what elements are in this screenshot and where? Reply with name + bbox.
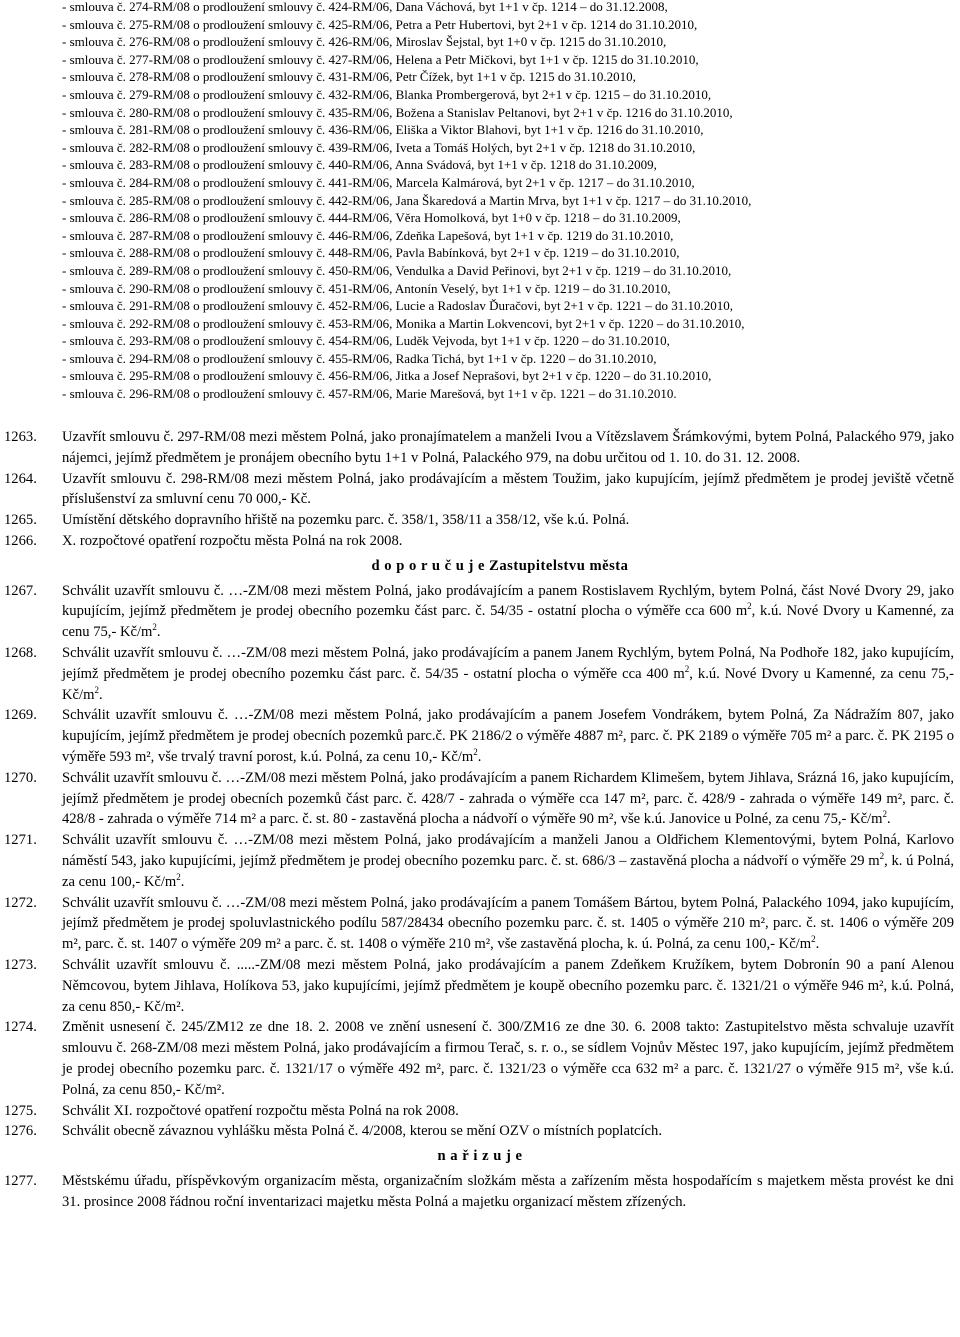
list-item: - smlouva č. 286-RM/08 o prodloužení smlouvy č. 444-RM/06, Věra Homolková, byt 1+0 v čp. 1218 – do 31.10.2009, xyxy=(62,210,681,226)
item-text: Uzavřít smlouvu č. 297-RM/08 mezi městem Polná, jako pronajímatelem a manželi Ivou a Vítězslavem Šrámkovými, bytem Polná, Palackého 979, jako nájemci, jejímž předmětem je pronájem obecního bytu 1+1 v Polná, Palackého 979, na dobu určitou od 1. 10. do 31. 12. 2008. xyxy=(62,429,954,466)
resolution-item xyxy=(0,581,960,643)
item-text: Schválit uzavřít smlouvu č. …-ZM/08 mezi městem Polná, jako prodávajícím a panem Rostislavem Rychlým, bytem Polná, část Nové Dvory 29, jako kupujícím, jejímž předmětem je prodej obecního pozemku část parc. č. 54/35 - ostatní plocha o výměře cca 600 $m^2$, k.ú. Nové Dvory u Kamenné, za cenu 75,- $Kč/m^2$. xyxy=(62,582,954,641)
list-item: - smlouva č. 282-RM/08 o prodloužení smlouvy č. 439-RM/06, Iveta a Tomáš Holých, byt 2+1 v čp. 1218 do 31.10.2010, xyxy=(62,139,696,155)
item-number: 1275. xyxy=(4,1102,37,1119)
list-item: - smlouva č. 291-RM/08 o prodloužení smlouvy č. 452-RM/06, Lucie a Radoslav Ďuračovi, byt 2+1 v čp. 1221 – do 31.10.2010, xyxy=(62,298,733,314)
item-number: 1264. xyxy=(4,470,37,487)
item-number: 1268. xyxy=(4,644,37,661)
list-item: - smlouva č. 275-RM/08 o prodloužení smlouvy č. 425-RM/06, Petra a Petr Hubertovi, byt 2+1 v čp. 1214 do 31.10.2010, xyxy=(62,16,698,32)
list-item: - smlouva č. 285-RM/08 o prodloužení smlouvy č. 442-RM/06, Jana Škaredová a Martin Mrva, byt 1+1 v čp. 1217 – do 31.10.2010, xyxy=(62,192,752,208)
resolution-item xyxy=(0,768,960,830)
resolution-item xyxy=(0,427,960,469)
resolution-item xyxy=(0,1101,960,1122)
resolution-item xyxy=(0,469,960,511)
list-item: - smlouva č. 292-RM/08 o prodloužení smlouvy č. 453-RM/06, Monika a Martin Lokvencovi, byt 2+1 v čp. 1220 – do 31.10.2010, xyxy=(62,315,745,331)
list-item: - smlouva č. 284-RM/08 o prodloužení smlouvy č. 441-RM/06, Marcela Kalmárová, byt 2+1 v čp. 1217 – do 31.10.2010, xyxy=(62,174,695,190)
resolution-item xyxy=(0,643,960,705)
list-item: - smlouva č. 277-RM/08 o prodloužení smlouvy č. 427-RM/06, Helena a Petr Mičkovi, byt 1+1 v čp. 1215 do 31.10.2010, xyxy=(62,51,699,67)
list-item: - smlouva č. 280-RM/08 o prodloužení smlouvy č. 435-RM/06, Božena a Stanislav Peltanovi, byt 2+1 v čp. 1216 do 31.10.2010, xyxy=(62,104,733,120)
item-number: 1273. xyxy=(4,956,37,973)
item-number: 1272. xyxy=(4,894,37,911)
item-text: Schválit XI. rozpočtové opatření rozpočtu města Polná na rok 2008. xyxy=(62,1102,459,1119)
list-item: - smlouva č. 279-RM/08 o prodloužení smlouvy č. 432-RM/06, Blanka Prombergerová, byt 2+1 v čp. 1215 – do 31.10.2010, xyxy=(62,86,712,102)
item-text: Schválit uzavřít smlouvu č. …-ZM/08 mezi městem Polná, jako prodávajícím a manželi Janou a Oldřichem Klementovými, bytem Polná, Karlovo náměstí 543, jako kupujícími, jejímž předmětem je prodej obecního pozemku parc. č. st. 686/3 – zastavěná plocha a nádvoří o výměře 29 $m^2$, k. ú Polná, za cenu 100,- $Kč/m^2$. xyxy=(62,832,954,890)
resolution-item xyxy=(0,893,960,955)
list-item: - smlouva č. 296-RM/08 o prodloužení smlouvy č. 457-RM/06, Marie Marešová, byt 1+1 v čp. 1221 – do 31.10.2010. xyxy=(62,386,677,402)
list-item: - smlouva č. 295-RM/08 o prodloužení smlouvy č. 456-RM/06, Jitka a Josef Neprašovi, byt 2+1 v čp. 1220 – do 31.10.2010, xyxy=(62,368,712,384)
resolution-item xyxy=(0,1017,960,1100)
lease-extension-list xyxy=(62,0,952,403)
resolution-item xyxy=(0,955,960,1017)
item-number: 1265. xyxy=(4,512,37,529)
item-text: Schválit uzavřít smlouvu č. …-ZM/08 mezi městem Polná, jako prodávajícím a panem Janem Rychlým, bytem Polná, Na Podhoře 182, jako kupujícím, jejímž předmětem je prodej obecního pozemku část parc. č. 54/35 - ostatní plocha o výměře cca 400 $m^2$, k.ú. Nové Dvory u Kamenné, za cenu 75,- $Kč/m^2$. xyxy=(62,644,954,703)
item-text: Změnit usnesení č. 245/ZM12 ze dne 18. 2. 2008 ve znění usnesení č. 300/ZM16 ze dne 30. 6. 2008 takto: Zastupitelstvo města schvaluje uzavřít smlouvu č. 268-ZM/08 mezi městem Polná, jako prodávajícím a firmou Terač, s. r. o., se sídlem Vojnův Městec 197, jako kupujícím, jejímž předmětem je prodej obecního pozemku parc. č. 1321/17 o výměře 492 m², parc. č. 1321/23 o výměře cca 632 m² a parc. č. 1321/27 o výměře 915 m², vše k.ú. Polná, za cenu 850,- Kč/m². xyxy=(62,1019,954,1098)
section-heading-recommends xyxy=(0,552,960,581)
list-item: - smlouva č. 287-RM/08 o prodloužení smlouvy č. 446-RM/06, Zdeňka Lapešová, byt 1+1 v čp. 1219 do 31.10.2010, xyxy=(62,227,674,243)
item-number: 1276. xyxy=(4,1123,37,1140)
item-text: Schválit uzavřít smlouvu č. …-ZM/08 mezi městem Polná, jako prodávajícím a panem Josefem Vondrákem, bytem Polná, Za Nádražím 807, jako kupujícím, jejímž předmětem je prodej obecních pozemků parc.č. PK 2186/2 o výměře 4887 m², parc. č. PK 2189 o výměře 705 m² a parc. č. PK 2195 o výměře 593 m², vše trvalý travní porost, k.ú. Polná, za cenu 10,- $Kč/m^2$. xyxy=(62,707,954,765)
heading-verb: d o p o r u č u j e xyxy=(371,557,485,574)
resolution-item xyxy=(0,531,960,552)
list-item: - smlouva č. 290-RM/08 o prodloužení smlouvy č. 451-RM/06, Antonín Veselý, byt 1+1 v čp. 1219 – do 31.10.2010, xyxy=(62,280,671,296)
item-number: 1263. xyxy=(4,429,37,445)
list-item: - smlouva č. 274-RM/08 o prodloužení smlouvy č. 424-RM/06, Dana Váchová, byt 1+1 v čp. 1214 – do 31.12.2008, xyxy=(62,0,668,14)
list-item: - smlouva č. 283-RM/08 o prodloužení smlouvy č. 440-RM/06, Anna Svádová, byt 1+1 v čp. 1218 do 31.10.2009, xyxy=(62,157,657,173)
section-heading-orders: n a ř i z u j e xyxy=(437,1148,523,1165)
list-item: - smlouva č. 293-RM/08 o prodloužení smlouvy č. 454-RM/06, Luděk Vejvoda, byt 1+1 v čp. 1220 – do 31.10.2010, xyxy=(62,333,670,349)
list-item: - smlouva č. 281-RM/08 o prodloužení smlouvy č. 436-RM/06, Eliška a Viktor Blahovi, byt 1+1 v čp. 1216 do 31.10.2010, xyxy=(62,122,704,138)
resolution-item xyxy=(0,510,960,531)
item-text: Schválit uzavřít smlouvu č. …-ZM/08 mezi městem Polná, jako prodávajícím a panem Tomášem Bártou, bytem Polná, Palackého 1094, jako kupujícím, jejímž předmětem je prodej spoluvlastnického podílu 587/28434 obecního pozemku parc. č. st. 1405 o výměře 210 m², parc. č. st. 1406 o výměře 209 m², parc. č. st. 1407 o výměře 209 m² a parc. č. st. 1408 o výměře 210 m², vše zastavěná plocha, k. ú. Polná, za cenu 100,- $Kč/m^2$. xyxy=(62,894,954,953)
item-number: 1270. xyxy=(4,769,37,786)
item-number: 1271. xyxy=(4,832,37,849)
item-number: 1277. xyxy=(4,1172,37,1189)
list-item: - smlouva č. 278-RM/08 o prodloužení smlouvy č. 431-RM/06, Petr Čížek, byt 1+1 v čp. 1215 do 31.10.2010, xyxy=(62,69,636,85)
item-number: 1274. xyxy=(4,1019,37,1036)
item-text: X. rozpočtové opatření rozpočtu města Polná na rok 2008. xyxy=(62,532,403,549)
item-number: 1267. xyxy=(4,582,37,599)
list-item: - smlouva č. 288-RM/08 o prodloužení smlouvy č. 448-RM/06, Pavla Babínková, byt 2+1 v čp. 1219 – do 31.10.2010, xyxy=(62,245,680,261)
resolution-item xyxy=(0,830,960,892)
heading-object: Zastupitelstvu města xyxy=(489,557,629,574)
list-item: - smlouva č. 289-RM/08 o prodloužení smlouvy č. 450-RM/06, Vendulka a David Peřinovi, byt 2+1 v čp. 1219 – do 31.10.2010, xyxy=(62,262,732,278)
resolution-item xyxy=(0,1171,960,1213)
item-text: Schválit uzavřít smlouvu č. .....-ZM/08 mezi městem Polná, jako prodávajícím a panem Zdeňkem Kružíkem, bytem Dobronín 90 a paní Alenou Němcovou, bytem Jihlava, Holíkova 53, jako kupujícími, jejímž předmětem je koupě obecního pozemku parc. č. 1321/21 o výměře 946 m², k.ú. Polná, za cenu 850,- Kč/m². xyxy=(62,956,954,1015)
resolution-item xyxy=(0,1121,960,1142)
list-item: - smlouva č. 276-RM/08 o prodloužení smlouvy č. 426-RM/06, Miroslav Šejstal, byt 1+0 v čp. 1215 do 31.10.2010, xyxy=(62,34,667,50)
item-text: Schválit obecně závaznou vyhlášku města Polná č. 4/2008, kterou se mění OZV o místních poplatcích. xyxy=(62,1123,662,1140)
resolution-items xyxy=(0,427,960,1212)
resolution-item xyxy=(0,705,960,767)
item-text: Schválit uzavřít smlouvu č. …-ZM/08 mezi městem Polná, jako prodávajícím a panem Richardem Klimešem, bytem Jihlava, Srázná 16, jako kupujícím, jejímž předmětem je prodej obecních pozemků část parc. č. 428/7 - zahrada o výměře cca 147 m², parc. č. 428/9 - zahrada o výměře 149 m², parc. č. 428/8 - zahrada o výměře 714 m² a parc. č. st. 80 - zastavěná plocha a nádvoří o výměře 90 m², vše k.ú. Janovice u Polné, za cenu 75,- $Kč/m^2$. xyxy=(62,769,954,828)
item-text: Uzavřít smlouvu č. 298-RM/08 mezi městem Polná, jako prodávajícím a městem Toužim, jako kupujícím, jejímž předmětem je prodej jeviště včetně příslušenství za smluvní cenu 70 000,- Kč. xyxy=(62,470,954,508)
item-number: 1266. xyxy=(4,532,37,549)
item-number: 1269. xyxy=(4,707,37,724)
list-item: - smlouva č. 294-RM/08 o prodloužení smlouvy č. 455-RM/06, Radka Tichá, byt 1+1 v čp. 1220 – do 31.10.2010, xyxy=(62,350,657,366)
item-text: Městskému úřadu, příspěvkovým organizacím města, organizačním složkám města a zařízením města hospodařícím s majetkem města provést ke dni 31. prosince 2008 řádnou roční inventarizaci majetku města Polná a majetku organizací městem zřízených. xyxy=(62,1172,954,1210)
item-text: Umístění dětského dopravního hřiště na pozemku parc. č. 358/1, 358/11 a 358/12, vše k.ú. Polná. xyxy=(62,512,630,529)
